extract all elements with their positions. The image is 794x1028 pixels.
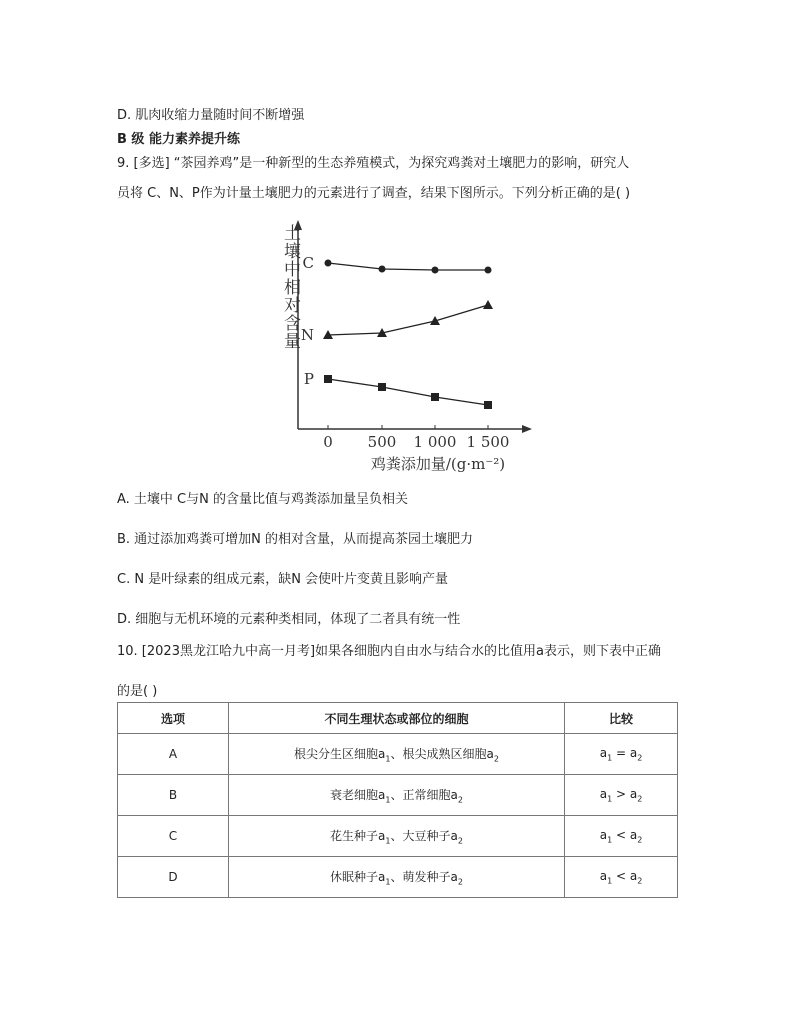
- q9-option-a: A. 土壤中 C与N 的含量比值与鸡粪添加量呈负相关: [117, 492, 408, 507]
- table-row: [118, 734, 678, 775]
- table-header-row: [118, 703, 678, 734]
- point-N: [483, 300, 493, 309]
- series-label-C: C: [302, 254, 314, 272]
- row-cells: 衰老细胞$a_1$、正常细胞$a_2$: [229, 775, 565, 816]
- q9-stem-line1: 9. [多选] “茶园养鸡”是一种新型的生态养殖模式，为探究鸡粪对土壤肥力的影响，研究人: [117, 156, 630, 171]
- q9-option-d: D. 细胞与无机环境的元素种类相同，体现了二者具有统一性: [117, 612, 461, 627]
- q9-option-b: B. 通过添加鸡粪可增加N 的相对含量，从而提高茶园土壤肥力: [117, 532, 474, 547]
- row-compare: $a_1 < a_2$: [565, 816, 678, 857]
- row-option: D: [118, 857, 229, 898]
- q9-stem-line2: 员将 C、N、P作为计量土壤肥力的元素进行了调查，结果下图所示。下列分析正确的是( ): [117, 186, 631, 201]
- series-line-P: [328, 379, 488, 405]
- header-compare: 比较: [565, 703, 678, 734]
- x-axis-arrow: [522, 425, 532, 433]
- x-tick-label: 0: [323, 433, 333, 451]
- point-C: [379, 266, 386, 273]
- header-option: 选项: [118, 703, 229, 734]
- point-P: [324, 375, 332, 383]
- q8-option-d: D. 肌肉收缩力量随时间不断增强: [117, 108, 305, 123]
- point-C: [432, 267, 439, 274]
- section-heading: B 级 能力素养提升练: [117, 132, 240, 147]
- row-option: C: [118, 816, 229, 857]
- series-label-N: N: [300, 326, 314, 344]
- table-row: [118, 775, 678, 816]
- row-option: A: [118, 734, 229, 775]
- row-option: B: [118, 775, 229, 816]
- series-label-P: P: [303, 370, 314, 388]
- series-line-N: [328, 305, 488, 335]
- q9-option-c: C. N 是叶绿素的组成元素，缺N 会使叶片变黄且影响产量: [117, 572, 449, 587]
- y-axis-label: 土壤中相对含量: [280, 224, 300, 350]
- x-axis-label: 鸡粪添加量/(g·m⁻²): [370, 455, 506, 473]
- row-compare: $a_1 = a_2$: [565, 734, 678, 775]
- row-cells: 花生种子$a_1$、大豆种子$a_2$: [229, 816, 565, 857]
- row-cells: 休眠种子$a_1$、萌发种子$a_2$: [229, 857, 565, 898]
- x-tick-label: 1 000: [413, 433, 457, 451]
- table-row: [118, 857, 678, 898]
- point-C: [325, 260, 332, 267]
- q10-stem-line2: 的是( ): [117, 684, 158, 699]
- point-P: [378, 383, 386, 391]
- row-cells: 根尖分生区细胞$a_1$、根尖成熟区细胞$a_2$: [229, 734, 565, 775]
- row-compare: $a_1 > a_2$: [565, 775, 678, 816]
- x-tick-label: 500: [367, 433, 397, 451]
- q10-table: [117, 702, 678, 898]
- series-line-C: [328, 263, 488, 270]
- table-row: [118, 816, 678, 857]
- q9-chart: [268, 214, 538, 474]
- x-tick-label: 1 500: [466, 433, 510, 451]
- point-P: [431, 393, 439, 401]
- point-P: [484, 401, 492, 409]
- row-compare: $a_1 < a_2$: [565, 857, 678, 898]
- point-C: [485, 267, 492, 274]
- header-cells: 不同生理状态或部位的细胞: [229, 703, 565, 734]
- q10-stem-line1: 10. [2023黑龙江哈九中高一月考]如果各细胞内自由水与结合水的比值用a表示，则下表中正确: [117, 644, 662, 659]
